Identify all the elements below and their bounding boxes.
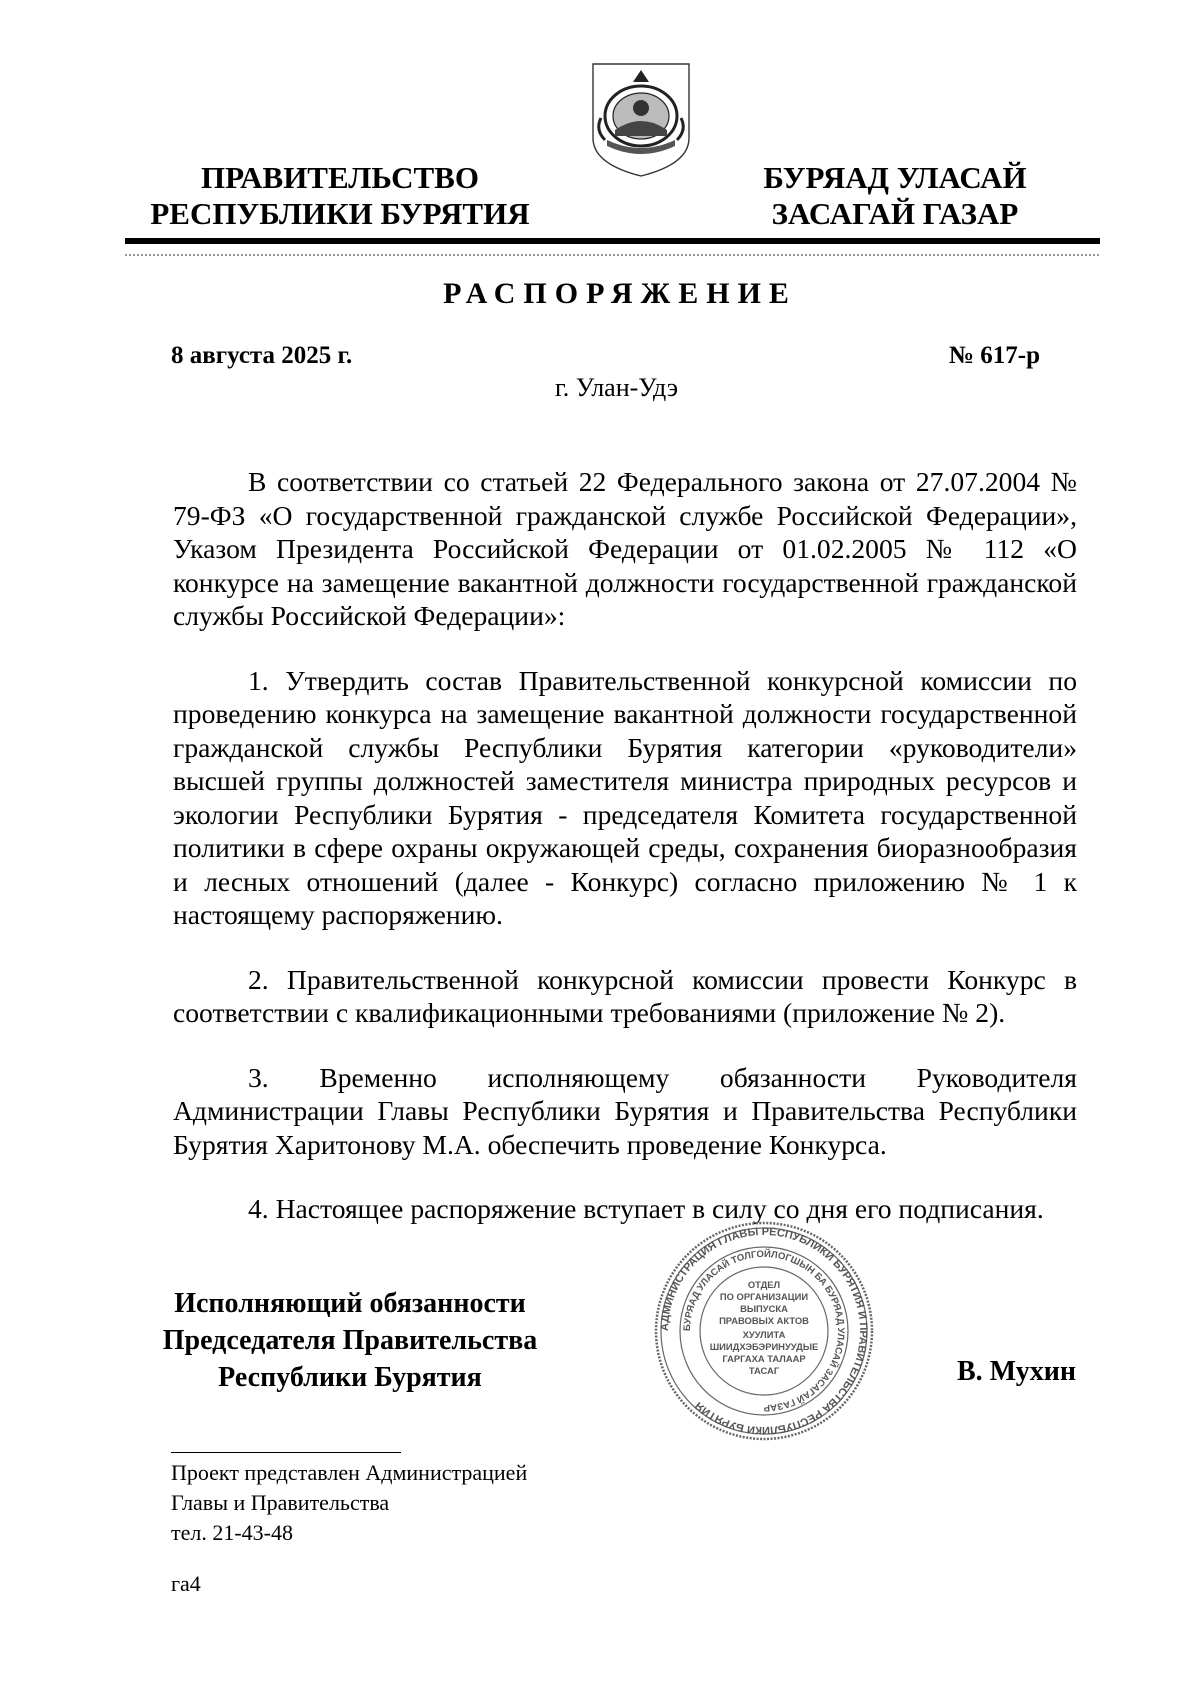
- stamp-center-line-3: ВЫПУСКА: [740, 1303, 788, 1314]
- official-seal-stamp: [653, 1220, 875, 1442]
- stamp-center-line-4: ПРАВОВЫХ АКТОВ: [719, 1315, 809, 1326]
- footer-note-line-2: Главы и Правительства: [171, 1490, 390, 1515]
- stamp-center-line-1: ОТДЕЛ: [747, 1279, 781, 1290]
- header-right-line-1: БУРЯАД УЛАСАЙ: [763, 160, 1027, 195]
- signatory-title-line-2: Председателя Правительства: [162, 1325, 538, 1356]
- document-date: 8 августа 2025 г.: [171, 342, 353, 369]
- stamp-center-line-2: ПО ОРГАНИЗАЦИИ: [719, 1291, 809, 1302]
- stamp-outer-text: АДМИНИСТРАЦИЯ ГЛАВЫ РЕСПУБЛИКИ БУРЯТИЯ И ПРАВИТЕЛЬСТВА РЕСПУБЛИКИ БУРЯТИЯ: [658, 1225, 870, 1437]
- stamp-center-line-7: ГАРГАХА ТАЛААР: [722, 1353, 806, 1364]
- paragraph-item-2: 2. Правительственной конкурсной комиссии провести Конкурс в соответствии с квалификационными требованиями (приложение № 2).: [173, 963, 1077, 1028]
- document-city: г. Улан-Удэ: [555, 373, 679, 402]
- header-right-line-2: ЗАСАГАЙ ГАЗАР: [771, 196, 1019, 231]
- stamp-center-line-8: ТАСАГ: [748, 1365, 780, 1376]
- signatory-name: В. Мухин: [957, 1356, 1076, 1387]
- footer-note-line-1: Проект представлен Администрацией: [171, 1460, 528, 1485]
- footer-code: га4: [171, 1571, 201, 1596]
- document-body: [173, 465, 1077, 1226]
- header-left-line-2: РЕСПУБЛИКИ БУРЯТИЯ: [150, 196, 530, 231]
- paragraph-item-3: 3. Временно исполняющему обязанности Руководителя Администрации Главы Республики Бурятия и Правительства Республики Бурятия Харитонову М.А. обеспечить проведение Конкурса.: [173, 1061, 1077, 1160]
- signatory-title: [145, 1285, 555, 1396]
- stamp-inner-text: БУРЯАД УЛАСАЙ ТОЛГОЙЛОГШЫН БА БУРЯАД УЛАСАЙ ЗАСАГАЙ ГАЗАР: [681, 1248, 847, 1414]
- footer-divider: [171, 1452, 401, 1453]
- stamp-center-line-5: ХУУЛИТА: [742, 1329, 786, 1340]
- signatory-title-line-1: Исполняющий обязанности: [174, 1288, 526, 1319]
- footer-note-line-3: тел. 21-43-48: [171, 1520, 294, 1545]
- paragraph-item-4: 4. Настоящее распоряжение вступает в силу со дня его подписания.: [248, 1193, 1044, 1224]
- header-divider-thick: [125, 238, 1100, 244]
- stamp-center-line-6: ШИИДХЭБЭРИНУУДЫЕ: [709, 1341, 819, 1352]
- paragraph-item-1: 1. Утвердить состав Правительственной конкурсной комиссии по проведению конкурса на замещение вакантной должности государственной гражданской службы Республики Бурятия категории «руководители» высшей группы должностей заместителя министра природных ресурсов и экологии Республики Бурятия - председателя Комитета государственной политики в сфере охраны окружающей среды, сохранения биоразнообразия и лесных отношений (далее - Конкурс) согласно приложению № 1 к настоящему распоряжению.: [173, 664, 1077, 930]
- document-number: № 617-р: [948, 342, 1040, 369]
- header-divider-thin: [125, 254, 1100, 256]
- footer-note: [171, 1458, 527, 1548]
- document-type-title: РАСПОРЯЖЕНИЕ: [443, 277, 797, 310]
- signatory-title-line-3: Республики Бурятия: [218, 1362, 482, 1393]
- paragraph-preamble: В соответствии со статьей 22 Федерального закона от 27.07.2004 № 79-ФЗ «О государственной гражданской службе Российской Федерации», Указом Президента Российской Федерации от 01.02.2005 № 112 «О конкурсе на замещение вакантной должности государственной гражданской службы Российской Федерации»:: [173, 466, 1077, 631]
- coat-of-arms-emblem: [589, 60, 693, 178]
- header-left-org-name: [150, 160, 530, 232]
- header-left-line-1: ПРАВИТЕЛЬСТВО: [201, 160, 479, 195]
- header-right-org-name: [750, 160, 1040, 232]
